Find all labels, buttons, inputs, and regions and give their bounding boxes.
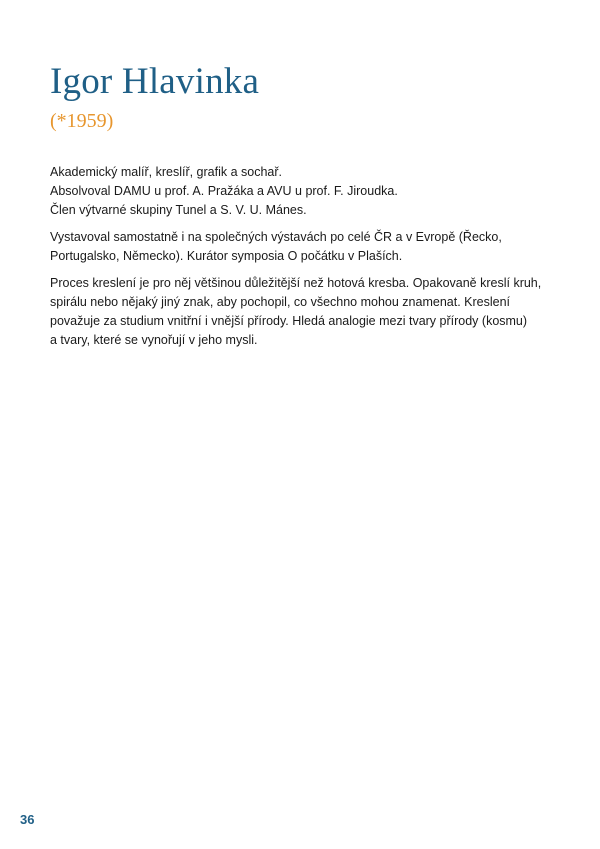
- bio-line: spirálu nebo nějaký jiný znak, aby pochopil, co všechno mohou znamenat. Kreslení: [50, 295, 510, 309]
- bio-paragraph: [50, 274, 550, 350]
- bio-paragraph: [50, 228, 550, 266]
- bio-line: Vystavoval samostatně i na společných výstavách po celé ČR a v Evropě (Řecko,: [50, 230, 502, 244]
- artist-birth-year: (*1959): [50, 110, 114, 132]
- bio-line: považuje za studium vnitřní i vnější přírody. Hledá analogie mezi tvary přírody (kosmu): [50, 314, 528, 328]
- bio-line: Člen výtvarné skupiny Tunel a S. V. U. Mánes.: [50, 203, 307, 217]
- bio-line: a tvary, které se vynořují v jeho mysli.: [50, 333, 258, 347]
- bio-line: Portugalsko, Německo). Kurátor symposia O počátku v Plaších.: [50, 249, 403, 263]
- bio-line: Akademický malíř, kreslíř, grafik a sochař.: [50, 165, 283, 179]
- artist-biography: [50, 163, 550, 358]
- bio-line: Proces kreslení je pro něj většinou důležitější než hotová kresba. Opakovaně kreslí kruh,: [50, 276, 542, 290]
- page-number: 36: [20, 812, 35, 827]
- artist-name: Igor Hlavinka: [50, 61, 260, 102]
- bio-line: Absolvoval DAMU u prof. A. Pražáka a AVU u prof. F. Jiroudka.: [50, 184, 398, 198]
- bio-paragraph: [50, 163, 550, 220]
